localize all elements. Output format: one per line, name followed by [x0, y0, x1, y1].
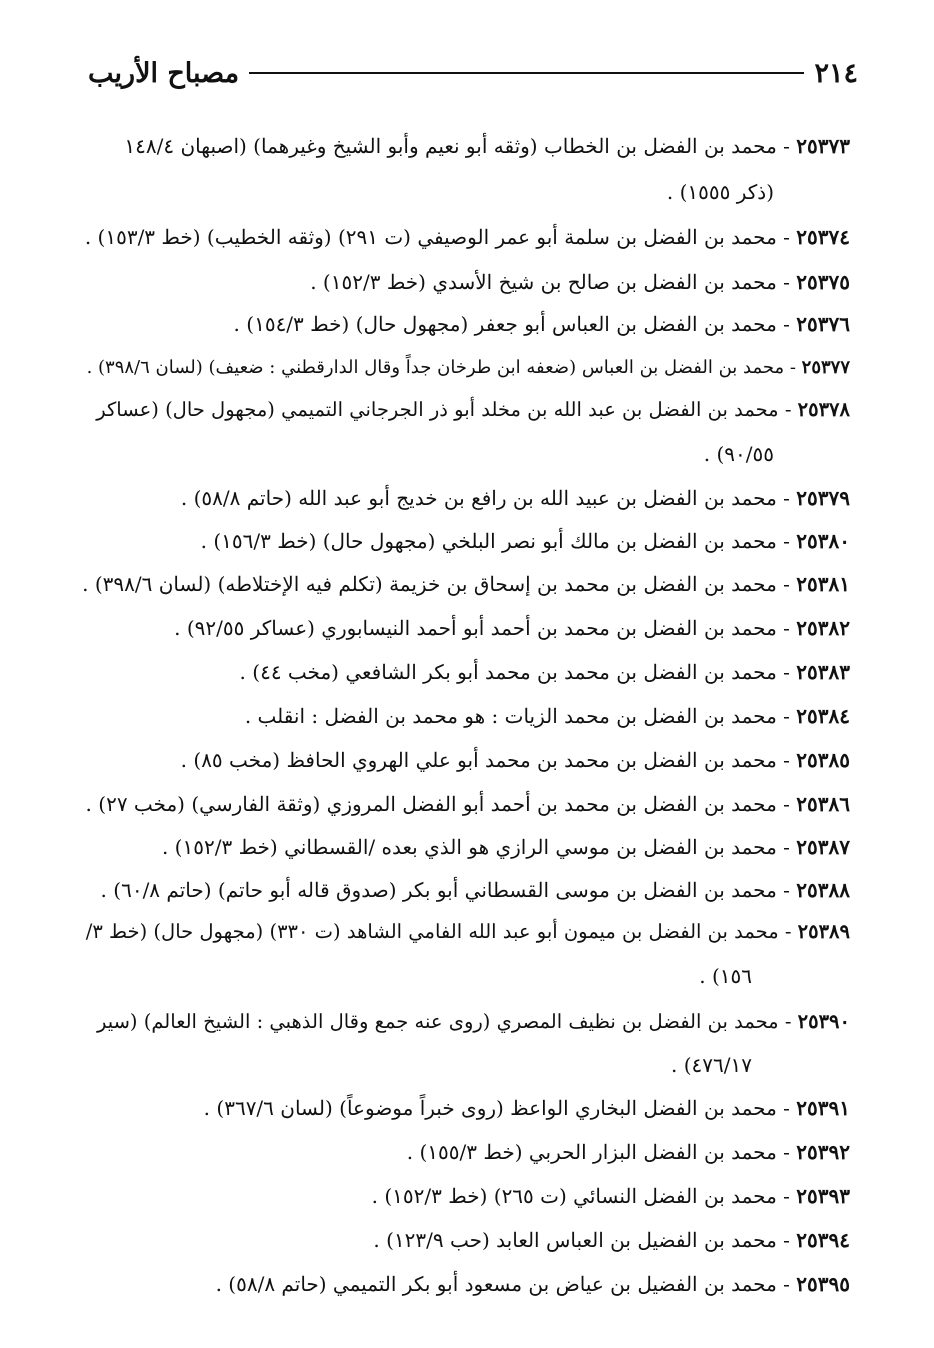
entry-text: - محمد بن الفضل بن سلمة أبو عمر الوصيفي (ت ٢٩١) (وثقه الخطيب) (خط ١٥٣/٣) . [84, 225, 797, 249]
entry-number: ٢٥٣٨٧ [796, 835, 850, 859]
entry-text: - محمد بن الفضل بن محمد بن محمد أبو علي الهروي الحافظ (مخب ٨٥) . [180, 748, 797, 772]
entry-25393 [80, 1174, 850, 1218]
entry-number: ٢٥٣٨٩ [797, 920, 850, 943]
entry-text: - محمد بن الفضيل بن العباس العابد (حب ١٢٣/٩) . [373, 1228, 797, 1252]
entry-number: ٢٥٣٨٠ [796, 529, 850, 553]
entry-text: - محمد بن الفضل بن موسى القسطاني أبو بكر (صدوق قاله أبو حاتم) (حاتم ٦٠/٨) . [100, 878, 797, 902]
entry-25389 [80, 910, 850, 954]
entry-text: - محمد بن الفضل بن محمد بن إسحاق بن خزيمة (تكلم فيه الإختلاطه) (لسان ٣٩٨/٦) . [82, 572, 797, 596]
entry-text: - محمد بن الفضل البزار الحربي (خط ١٥٥/٣) . [406, 1140, 797, 1164]
book-title: مصباح الأريب [88, 57, 240, 89]
entry-number: ٢٥٣٩٤ [796, 1228, 850, 1252]
entry-25390-continuation: ٤٧٦/١٧) . [671, 1053, 752, 1077]
entry-25388 [80, 868, 850, 912]
entry-number: ٢٥٣٧٣ [796, 134, 850, 158]
entry-25373-continuation: (ذكر ١٥٥٥) . [666, 180, 774, 204]
entry-number: ٢٥٣٩١ [796, 1096, 850, 1120]
entry-number: ٢٥٣٧٤ [796, 225, 850, 249]
entry-25395 [80, 1262, 850, 1306]
entry-25382 [80, 606, 850, 650]
entry-text: - محمد بن الفضل بن العباس أبو جعفر (مجهول حال) (خط ١٥٤/٣) . [233, 312, 797, 336]
entry-25380 [80, 519, 850, 563]
entry-25392 [80, 1130, 850, 1174]
page-number: ٢١٤ [814, 57, 858, 89]
entry-text: - محمد بن الفضل بن عبد الله بن مخلد أبو ذر الجرجاني التميمي (مجهول حال) (عساكر [96, 398, 798, 421]
entry-text: - محمد بن الفضل بن نظيف المصري (روى عنه جمع وقال الذهبي : الشيخ العالم) (سير [96, 1010, 798, 1033]
entry-25376 [80, 302, 850, 346]
entry-number: ٢٥٣٨٦ [796, 792, 850, 816]
entry-25384 [80, 694, 850, 738]
entry-25391 [80, 1086, 850, 1130]
entry-number: ٢٥٣٨٨ [796, 878, 850, 902]
entry-25378-continuation: ٩٠/٥٥) . [703, 442, 774, 466]
entry-number: ٢٥٣٧٥ [796, 270, 850, 294]
entry-number: ٢٥٣٧٧ [801, 357, 850, 378]
entry-text: - محمد بن الفضل البخاري الواعظ (روى خبراً موضوعاً) (لسان ٣٦٧/٦) . [203, 1096, 797, 1120]
entry-text: - محمد بن الفضل بن العباس (ضعفه ابن طرخان جداً وقال الدارقطني : ضعيف) (لسان ٣٩٨/٦) . [86, 357, 802, 378]
entry-text: - محمد بن الفضل النسائي (ت ٢٦٥) (خط ١٥٢/٣) . [371, 1184, 797, 1208]
entry-text: - محمد بن الفضل بن محمد الزيات : هو محمد بن الفضل : انقلب . [244, 704, 797, 728]
entry-25374 [80, 215, 850, 259]
entry-25387 [80, 825, 850, 869]
entry-25385 [80, 738, 850, 782]
entry-text: - محمد بن الفضل بن ميمون أبو عبد الله الفامي الشاهد (ت ٣٣٠) (مجهول حال) (خط ٣/ [85, 920, 798, 943]
entry-text: - محمد بن الفضيل بن عياض بن مسعود أبو بكر التميمي (حاتم ٥٨/٨) . [215, 1272, 797, 1296]
entry-text: - محمد بن الفضل بن مالك أبو نصر البلخي (مجهول حال) (خط ١٥٦/٣) . [200, 529, 797, 553]
entry-25377 [80, 346, 850, 390]
entry-25386 [80, 782, 850, 826]
entry-number: ٢٥٣٨١ [796, 572, 850, 596]
entry-25378 [80, 388, 850, 432]
entry-25394 [80, 1218, 850, 1262]
entry-25389-continuation: ١٥٦) . [699, 964, 752, 988]
entry-25390 [80, 1000, 850, 1044]
entry-number: ٢٥٣٨٤ [796, 704, 850, 728]
entry-number: ٢٥٣٧٨ [797, 398, 850, 421]
entry-25379 [80, 476, 850, 520]
entry-number: ٢٥٣٨٣ [796, 660, 850, 684]
entry-number: ٢٥٣٩٠ [797, 1010, 850, 1033]
entry-number: ٢٥٣٨٥ [796, 748, 850, 772]
entry-text: - محمد بن الفضل بن الخطاب (وثقه أبو نعيم وأبو الشيخ وغيرهما) (اصبهان ١٤٨/٤ [124, 134, 797, 158]
entry-25375 [80, 260, 850, 304]
entry-text: - محمد بن الفضل بن محمد بن أحمد أبو أحمد النيسابوري (عساكر ٩٢/٥٥) . [174, 616, 797, 640]
entry-25383 [80, 650, 850, 694]
entry-text: - محمد بن الفضل بن موسي الرازي هو الذي بعده /القسطاني (خط ١٥٢/٣) . [161, 835, 797, 859]
entry-number: ٢٥٣٩٢ [796, 1140, 850, 1164]
entry-text: - محمد بن الفضل بن عبيد الله بن رافع بن خديج أبو عبد الله (حاتم ٥٨/٨) . [180, 486, 797, 510]
entry-25373 [80, 124, 850, 168]
entry-number: ٢٥٣٨٢ [796, 616, 850, 640]
entry-number: ٢٥٣٧٩ [796, 486, 850, 510]
entry-text: - محمد بن الفضل بن صالح بن شيخ الأسدي (خط ١٥٢/٣) . [310, 270, 797, 294]
entry-text: - محمد بن الفضل بن محمد بن أحمد أبو الفضل المروزي (وثقة الفارسي) (مخب ٢٧) . [85, 792, 797, 816]
entry-number: ٢٥٣٧٦ [796, 312, 850, 336]
entry-number: ٢٥٣٩٥ [796, 1272, 850, 1296]
entry-number: ٢٥٣٩٣ [796, 1184, 850, 1208]
entry-text: - محمد بن الفضل بن محمد بن محمد أبو بكر الشافعي (مخب ٤٤) . [239, 660, 797, 684]
entry-25381 [80, 562, 850, 606]
